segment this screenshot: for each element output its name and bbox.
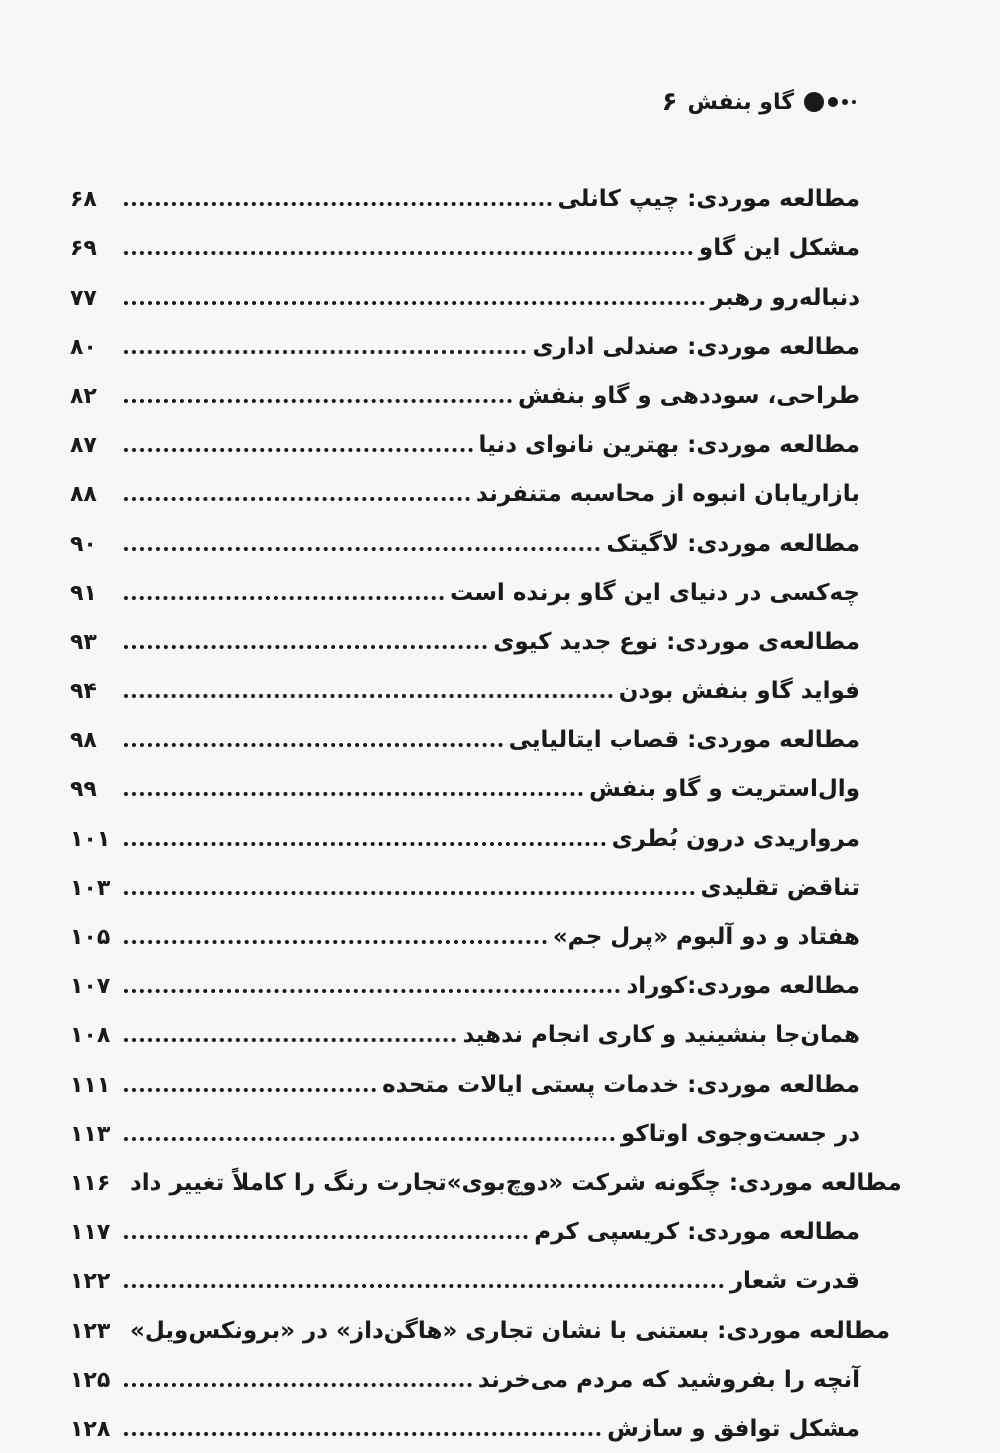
decorative-dots-icon [804, 92, 856, 112]
toc-entry [70, 562, 860, 611]
toc-dot-leader [124, 301, 705, 305]
toc-entry [70, 1103, 860, 1152]
toc-entry-page: ۹۹ [70, 777, 97, 803]
toc-entry-title: طراحی، سوددهی و گاو بنفش [517, 382, 860, 409]
toc-dot-leader [124, 399, 512, 403]
toc-entry-page: ۱۱۷ [70, 1220, 111, 1246]
toc-entry [70, 1398, 860, 1447]
toc-entry [70, 1004, 860, 1053]
toc-entry-title: مرواریدی درون بُطری [611, 825, 860, 852]
toc-dot-leader [124, 547, 600, 551]
toc-entry-page: ۹۱ [70, 580, 97, 606]
toc-entry-page: ۱۲۵ [70, 1367, 111, 1393]
toc-entry-title: فواید گاو بنفش بودن [618, 678, 860, 705]
toc-dot-leader [124, 1088, 376, 1092]
toc-dot-leader [124, 596, 444, 600]
toc-entry [70, 414, 860, 463]
toc-entry [70, 857, 860, 906]
toc-entry-title: قدرت شعار [729, 1268, 860, 1295]
toc-dot-leader [124, 448, 473, 452]
toc-entry-page: ۹۴ [70, 679, 97, 705]
toc-entry-page: ۱۰۵ [70, 925, 111, 950]
toc-entry-title: مطالعه موردی: لاگیتک [606, 530, 860, 557]
toc-dot-leader [124, 743, 503, 747]
toc-dot-leader [124, 1284, 724, 1288]
medium-dot-icon [828, 97, 838, 107]
toc-entry-title: هفتاد و دو آلبوم «پرل جم» [552, 924, 860, 950]
toc-entry-page: ۱۱۶ [70, 1170, 111, 1196]
toc-dot-leader [124, 251, 693, 255]
toc-entry-title: مطالعه موردی:کوراد [626, 973, 860, 1000]
toc-dot-leader [124, 645, 487, 649]
toc-entry [70, 906, 860, 955]
toc-entry-page: ۱۱۱ [70, 1072, 111, 1098]
toc-dot-leader [124, 891, 695, 895]
toc-entry [70, 266, 860, 315]
toc-entry-title: مطالعه موردی: قصاب ایتالیایی [508, 727, 860, 754]
toc-entry-page: ۶۹ [70, 236, 97, 262]
toc-entry-title: دنباله‌رو رهبر [710, 284, 860, 311]
table-of-contents [70, 168, 902, 1447]
toc-dot-leader [124, 842, 606, 846]
toc-entry-title: تناقض تقلیدی [700, 874, 860, 901]
tiny-dot-icon [852, 100, 856, 104]
toc-dot-leader [124, 1432, 601, 1436]
toc-entry [70, 316, 860, 365]
toc-entry-page: ۸۲ [70, 383, 97, 409]
toc-entry [70, 512, 860, 561]
toc-dot-leader [124, 350, 526, 354]
toc-entry-page: ۹۳ [70, 629, 97, 655]
toc-entry [70, 611, 860, 660]
toc-entry-title: مطالعه موردی: کریسپی کرم [534, 1219, 860, 1246]
toc-entry-title: مطالعه موردی: صندلی اداری [532, 333, 860, 360]
toc-entry-title: مطالعه موردی: چیپ کانلی [557, 186, 860, 213]
toc-entry-title: مطالعه موردی: خدمات پستی ایالات متحده [382, 1071, 860, 1098]
toc-entry-page: ۱۰۳ [70, 875, 111, 901]
toc-entry-title: مطالعه موردی: چگونه شرکت «دوچ‌بوی»تجارت رنگ را کاملاً تغییر داد [130, 1169, 902, 1196]
toc-entry-page: ۶۸ [70, 187, 97, 213]
toc-entry-page: ۱۰۱ [70, 826, 111, 852]
toc-entry-page: ۷۷ [70, 285, 97, 311]
toc-dot-leader [124, 202, 552, 206]
toc-entry-title: مشکل توافق و سازش [607, 1415, 860, 1442]
toc-dot-leader [124, 940, 547, 944]
toc-entry [70, 807, 860, 856]
toc-entry-page: ۹۰ [70, 531, 97, 557]
toc-dot-leader [124, 497, 470, 501]
toc-entry-page: ۸۷ [70, 433, 97, 459]
toc-dot-leader [124, 1235, 528, 1239]
toc-entry [70, 168, 860, 217]
toc-entry-title: مطالعه موردی: بهترین نانوای دنیا [478, 432, 860, 459]
toc-entry-page: ۱۰۷ [70, 974, 111, 1000]
toc-entry-title: وال‌استریت و گاو بنفش [588, 776, 860, 803]
toc-entry [70, 660, 860, 709]
toc-entry-page: ۸۰ [70, 334, 97, 360]
header-page-number: ۶ [661, 87, 678, 117]
toc-entry-title: همان‌جا بنشینید و کاری انجام ندهید [462, 1022, 860, 1049]
toc-entry-page: ۱۲۳ [70, 1318, 111, 1344]
toc-dot-leader [124, 694, 613, 698]
toc-entry [70, 1201, 860, 1250]
toc-entry [70, 709, 860, 758]
large-dot-icon [804, 92, 824, 112]
toc-entry-title: مشکل این گاو [698, 235, 860, 262]
toc-entry [70, 365, 860, 414]
toc-entry [70, 1299, 891, 1348]
toc-entry [70, 1349, 860, 1398]
toc-entry [70, 1053, 860, 1102]
toc-entry-title: در جست‌وجوی اوتاکو [620, 1120, 860, 1147]
running-header [662, 82, 860, 122]
toc-entry-page: ۸۸ [70, 482, 97, 508]
header-book-title: گاو بنفش [687, 89, 794, 115]
toc-entry [70, 217, 860, 266]
toc-entry-title: مطالعه‌ی موردی: نوع جدید کیوی [493, 628, 860, 655]
toc-entry-page: ۱۲۸ [70, 1416, 111, 1442]
toc-entry [70, 463, 860, 512]
toc-entry [70, 1152, 902, 1201]
toc-entry-title: مطالعه موردی: بستنی با نشان تجاری «هاگن‌داز» در «برونکس‌ویل» [130, 1317, 891, 1344]
small-dot-icon [842, 99, 848, 105]
toc-entry-page: ۱۱۳ [70, 1121, 111, 1147]
toc-entry-page: ۱۲۲ [70, 1269, 111, 1295]
toc-dot-leader [124, 1038, 456, 1042]
toc-dot-leader [124, 989, 620, 993]
toc-entry [70, 758, 860, 807]
toc-dot-leader [124, 792, 583, 796]
toc-entry-title: آنچه را بفروشید که مردم می‌خرند [477, 1366, 860, 1393]
toc-entry-page: ۱۰۸ [70, 1023, 111, 1049]
toc-entry [70, 1250, 860, 1299]
toc-entry [70, 955, 860, 1004]
toc-entry-title: بازاریابان انبوه از محاسبه متنفرند [475, 481, 860, 508]
toc-entry-page: ۹۸ [70, 728, 97, 754]
toc-dot-leader [124, 1383, 472, 1387]
toc-dot-leader [124, 1137, 615, 1141]
toc-entry-title: چه‌کسی در دنیای این گاو برنده است [449, 579, 860, 606]
